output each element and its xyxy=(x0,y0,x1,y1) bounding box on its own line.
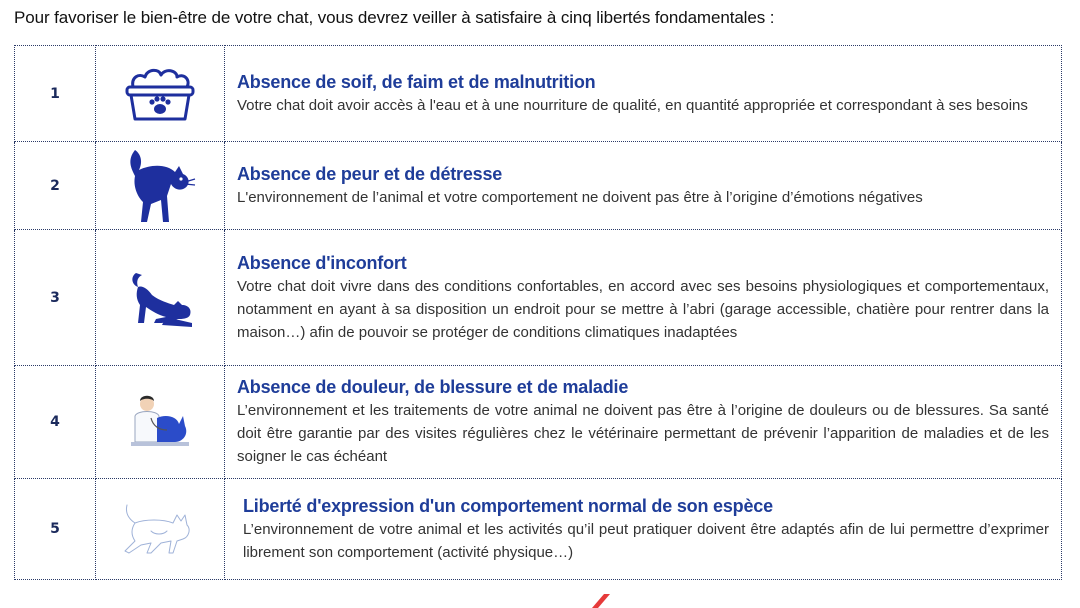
table-row xyxy=(15,366,1062,479)
cat-food-bowl-icon xyxy=(96,46,225,142)
table-row xyxy=(15,46,1062,142)
intro-text: Pour favoriser le bien-être de votre chat, vous devrez veiller à satisfaire à cinq libertés fondamentales : xyxy=(14,8,775,27)
five-freedoms-table xyxy=(14,45,1062,580)
table-row xyxy=(15,230,1062,366)
freedom-number: 1 xyxy=(15,46,96,142)
freedom-title: Absence de peur et de détresse xyxy=(237,163,503,184)
freedom-description: Votre chat doit vivre dans des conditions confortables, en accord avec ses besoins physiologiques et comportementaux, notamment en ayant à sa disposition un endroit pour se mettre à l’abri (garage accessible, chatière pour rentrer dans la maison…) afin de pouvoir se protéger de conditions climatiques inadaptées xyxy=(237,277,1049,341)
freedom-content xyxy=(225,366,1062,479)
freedom-description: Votre chat doit avoir accès à l'eau et à une nourriture de qualité, en quantité appropriée et correspondant à ses besoins xyxy=(237,96,1028,114)
freedom-number: 3 xyxy=(15,230,96,366)
red-logo-fragment-icon xyxy=(590,592,612,608)
freedom-description: L’environnement et les traitements de votre animal ne doivent pas être à l’origine de douleurs ou de blessures. Sa santé doit être garantie par des visites régulières chez le vétérinaire permettant de prévenir l’apparition de maladies et de les soigner le cas échéant xyxy=(237,402,1049,465)
freedom-content xyxy=(225,142,1062,230)
freedom-title: Liberté d'expression d'un comportement normal de son espèce xyxy=(243,495,773,516)
scared-cat-icon xyxy=(96,142,225,230)
walking-cat-outline-icon xyxy=(96,479,225,580)
freedom-number: 5 xyxy=(15,479,96,580)
stretching-cat-icon xyxy=(96,230,225,366)
veterinarian-with-cat-icon xyxy=(96,366,225,479)
freedom-content xyxy=(225,479,1062,580)
freedom-content xyxy=(225,46,1062,142)
freedom-content xyxy=(225,230,1062,366)
freedom-title: Absence d'inconfort xyxy=(237,252,407,273)
freedom-title: Absence de douleur, de blessure et de maladie xyxy=(237,377,629,397)
freedom-title: Absence de soif, de faim et de malnutrition xyxy=(237,71,596,92)
freedom-description: L'environnement de l’animal et votre comportement ne doivent pas être à l’origine d’émotions négatives xyxy=(237,188,923,206)
table-row xyxy=(15,142,1062,230)
freedom-description: L’environnement de votre animal et les activités qu’il peut pratiquer doivent être adaptés afin de lui permettre d’exprimer librement son comportement (activité physique…) xyxy=(243,520,1049,561)
freedom-number: 4 xyxy=(15,366,96,479)
freedom-number: 2 xyxy=(15,142,96,230)
table-row xyxy=(15,479,1062,580)
